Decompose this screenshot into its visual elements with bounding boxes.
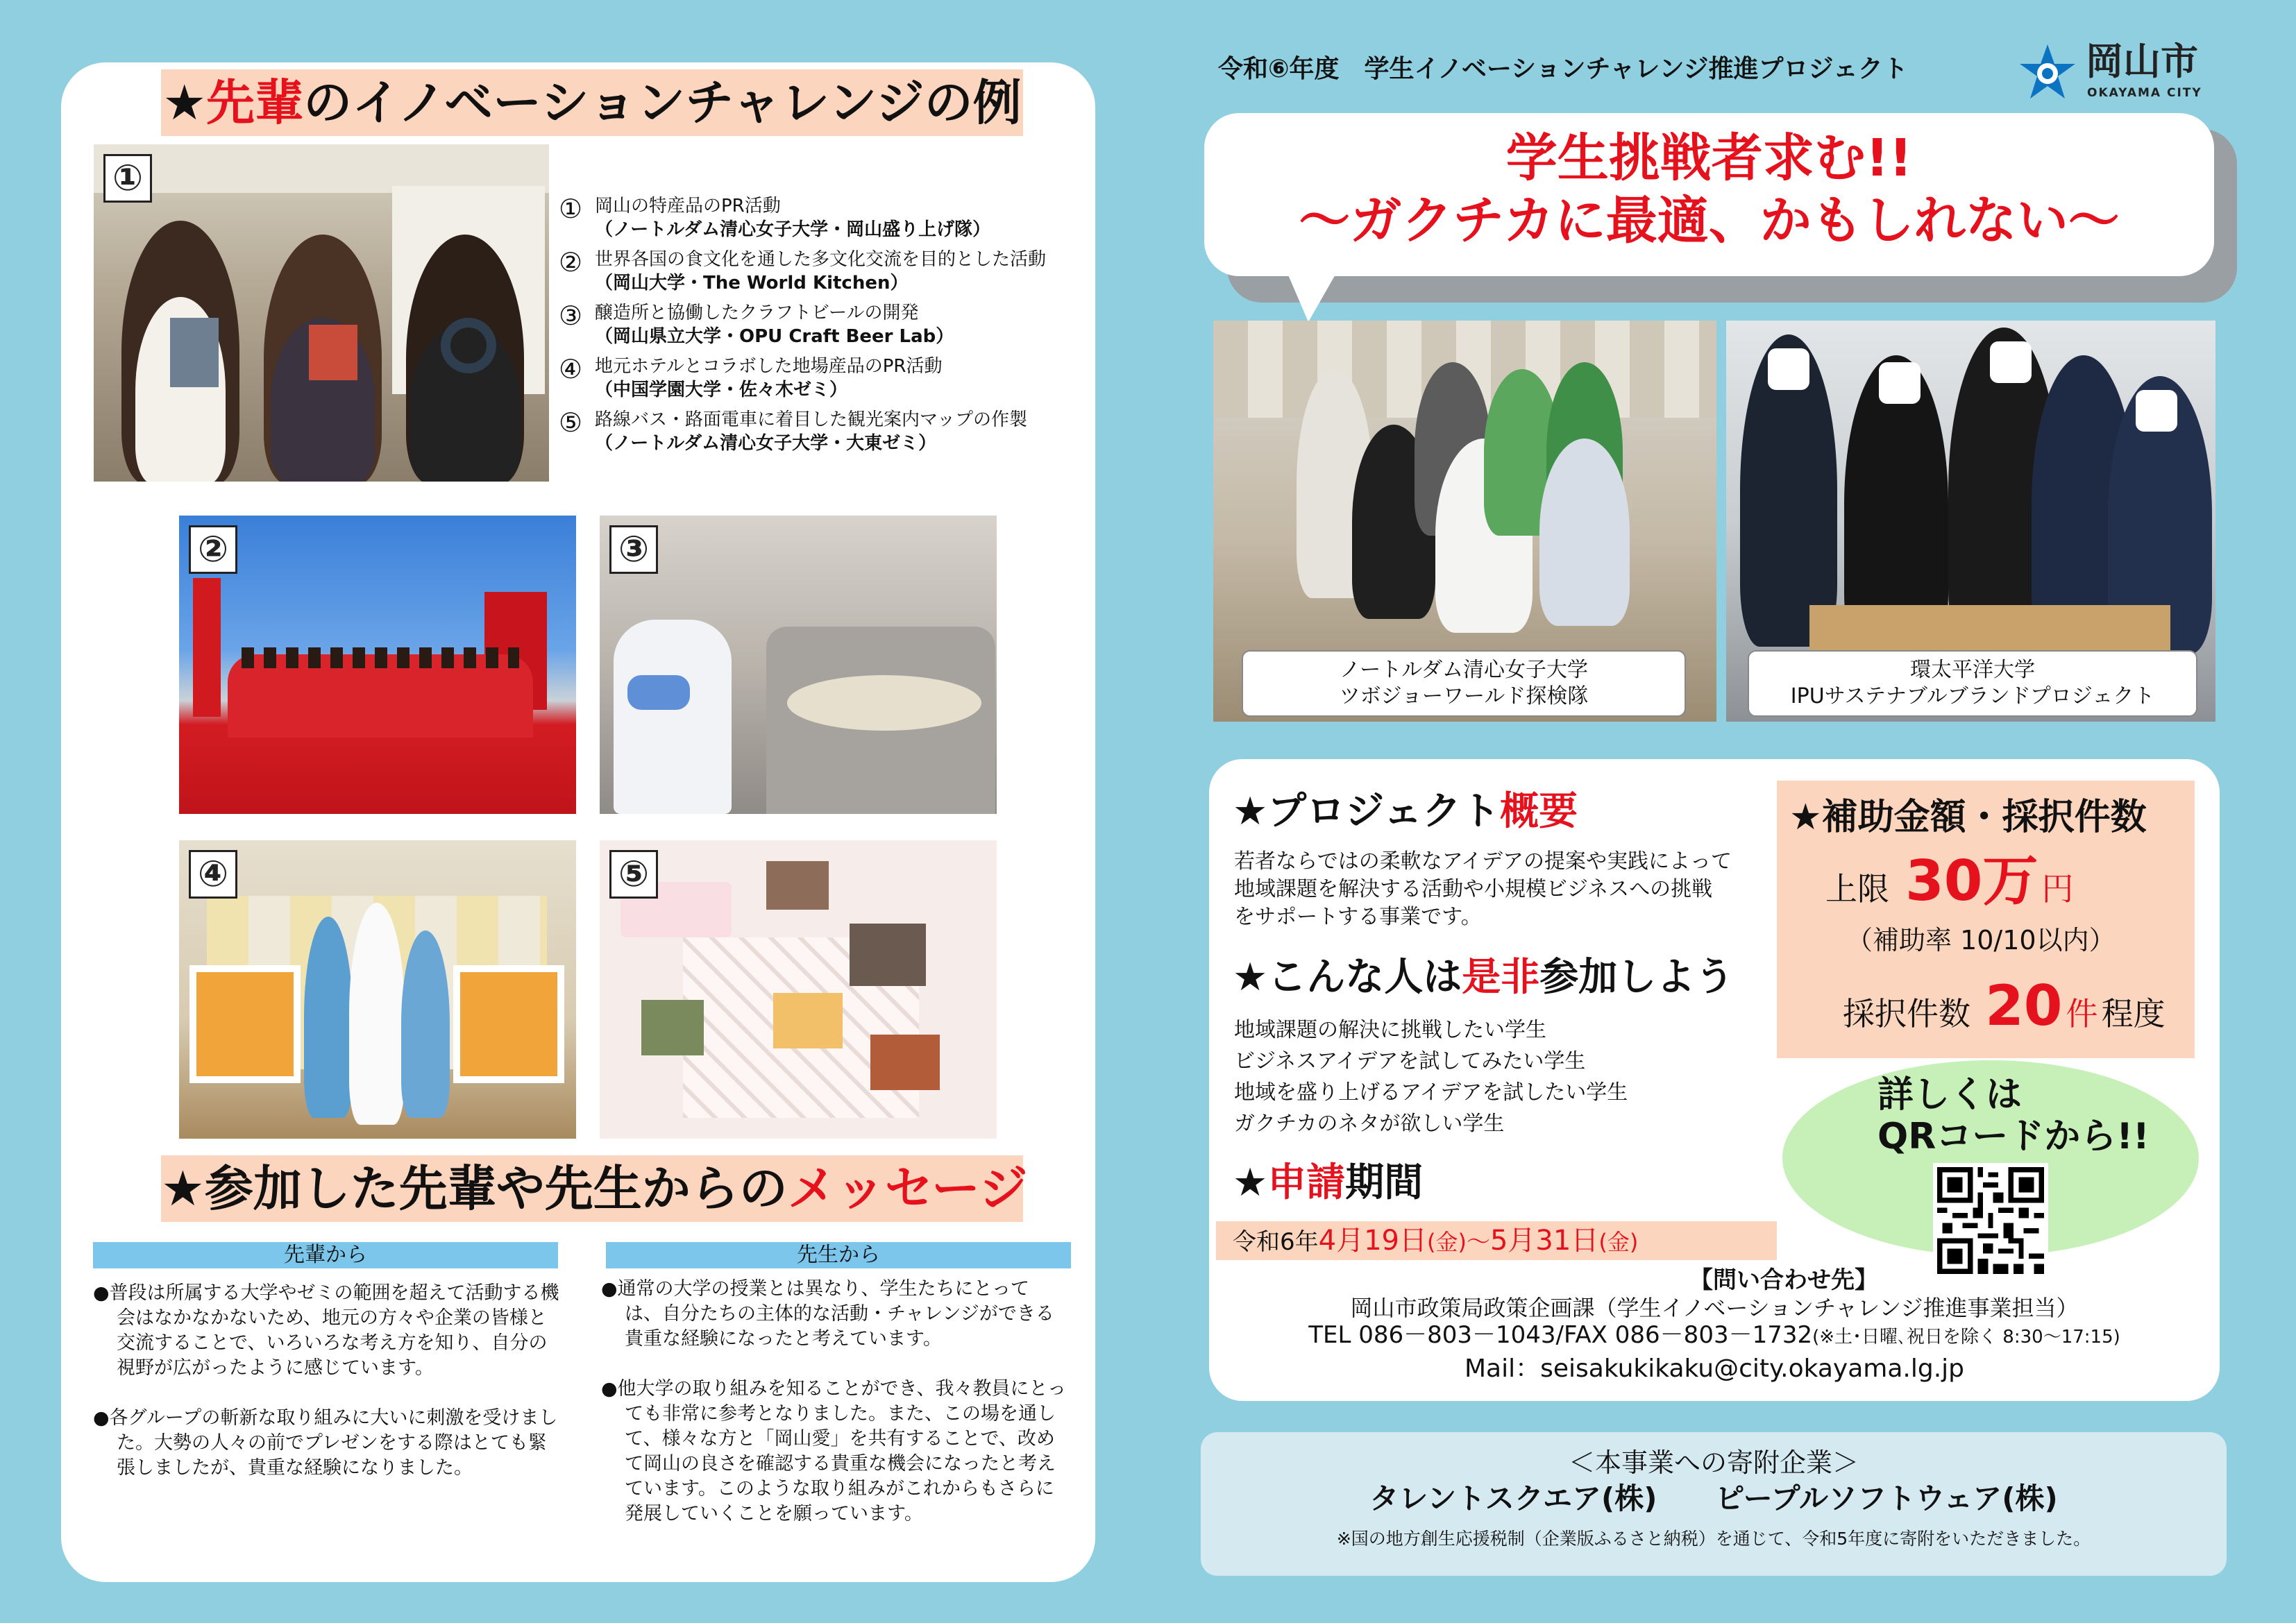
- qr-code-icon[interactable]: [1933, 1163, 2048, 1278]
- example-item: ① 岡山の特産品のPR活動 （ノートルダム清心女子大学・岡山盛り上げ隊）: [559, 194, 991, 240]
- photo-number-3: ③: [609, 525, 658, 574]
- team-caption-2: 環太平洋大学 IPUサステナブルブランドプロジェクト: [1748, 650, 2197, 717]
- target-list: [1234, 1014, 1678, 1139]
- photo-number-4: ④: [189, 850, 237, 899]
- overview-heading: ★プロジェクト概要: [1233, 789, 1578, 834]
- application-period: 令和6年4月19日(金)～5月31日(金): [1216, 1221, 1777, 1260]
- contact-tel: TEL 086－803－1043/FAX 086－803－1732(※土･日曜､祝日を除く 8:30～17:15): [1308, 1321, 2120, 1349]
- target-heading: ★こんな人は是非参加しよう: [1233, 955, 1734, 1000]
- contact-title: 【問い合わせ先】: [1689, 1266, 1878, 1294]
- target-item: ビジネスアイデアを試してみたい学生: [1234, 1049, 1586, 1073]
- sensei-messages: [601, 1277, 1066, 1552]
- contact-mail[interactable]: Mail：seisakukikaku@city.okayama.lg.jp: [1464, 1354, 1964, 1383]
- example-item: ④ 地元ホテルとコラボした地場産品のPR活動 （中国学園大学・佐々木ゼミ）: [559, 354, 943, 400]
- project-title: 令和⑥年度 学生イノベーションチャレンジ推進プロジェクト: [1218, 55, 1908, 83]
- example-item: ② 世界各国の食文化を通した多文化交流を目的とした活動 （岡山大学・The World Kitchen）: [559, 247, 1047, 294]
- examples-list: [559, 194, 1086, 461]
- target-item: 地域を盛り上げるアイデアを試したい学生: [1234, 1080, 1628, 1105]
- message-item: ●普段は所属する大学やゼミの範囲を超えて活動する機会はなかなかないため、地元の方々や企業の皆様と交流することで、いろいろな考え方を知り、自分の視野が広がったように感じています。: [93, 1282, 559, 1379]
- headline-bubble: [1204, 113, 2214, 276]
- team-caption-1: ノートルダム清心女子大学 ツボジョーワールド探検隊: [1242, 650, 1686, 717]
- examples-heading: ★先輩のイノベーションチャレンジの例: [161, 69, 1023, 136]
- photo-number-2: ②: [189, 525, 237, 574]
- headline-line-2: ～ガクチカに最適、かもしれない～: [1299, 191, 2120, 250]
- contact-block: [1222, 1266, 2207, 1385]
- sponsor-title: ＜本事業への寄附企業＞: [1568, 1447, 1859, 1478]
- qr-text-1: 詳しくは: [1877, 1074, 2023, 1116]
- example-photo-3: [600, 516, 997, 814]
- city-logo: [2016, 40, 2218, 110]
- city-name: 岡山市: [2086, 40, 2198, 83]
- example-item: ③ 醸造所と協働したクラフトビールの開発 （岡山県立大学・OPU Craft Beer Lab）: [559, 300, 954, 347]
- subsidy-rate: （補助率 10/10以内）: [1846, 925, 2116, 955]
- photo-number-5: ⑤: [609, 850, 658, 899]
- subsidy-limit: 上限 30万 円: [1825, 849, 2074, 913]
- contact-dept: 岡山市政策局政策企画課（学生イノベーションチャレンジ推進事業担当）: [1350, 1295, 2079, 1321]
- overview-body: 若者ならではの柔軟なアイデアの提案や実践によって 地域課題を解決する活動や小規模ビジネスへの挑戦 をサポートする事業です。: [1234, 849, 1732, 929]
- subsidy-box: [1777, 781, 2195, 1058]
- sponsor-names: タレントスクエア(株) ピープルソフトウェア(株): [1369, 1481, 2058, 1515]
- qr-text-2: QRコードから!!: [1877, 1116, 2150, 1157]
- target-item: 地域課題の解決に挑戦したい学生: [1234, 1018, 1546, 1042]
- example-photo-4: [179, 840, 576, 1139]
- photo-number-1: ①: [103, 154, 152, 203]
- example-photo-2: [179, 516, 576, 814]
- okayama-city-emblem-icon: [2016, 43, 2079, 105]
- adoption-count: 採択件数 20 件 程度: [1843, 974, 2166, 1038]
- message-item: ●通常の大学の授業とは異なり、学生たちにとっては、自分たちの主体的な活動・チャレンジができる貴重な経験になったと考えています。: [601, 1278, 1054, 1350]
- message-item: ●各グループの斬新な取り組みに大いに刺激を受けました。大勢の人々の前でプレゼンをする際はとても緊張しましたが、貴重な経験になりました。: [93, 1407, 558, 1479]
- bubble-tail: [1288, 273, 1336, 322]
- period-heading: ★申請期間: [1233, 1160, 1424, 1205]
- sensei-label: 先生から: [606, 1242, 1071, 1268]
- example-photo-1: [94, 144, 549, 482]
- senpai-messages: [93, 1281, 562, 1506]
- messages-heading: ★参加した先輩や先生からのメッセージ: [161, 1155, 1023, 1222]
- sponsor-box: [1201, 1432, 2227, 1576]
- target-item: ガクチカのネタが欲しい学生: [1234, 1112, 1505, 1136]
- example-photo-5: [600, 840, 997, 1139]
- sponsor-note: ※国の地方創生応援税制（企業版ふるさと納税）を通じて、令和5年度に寄附をいただきました。: [1336, 1529, 2091, 1549]
- city-name-en: OKAYAMA CITY: [2087, 86, 2202, 100]
- example-item: ⑤ 路線バス・路面電車に着目した観光案内マップの作製 （ノートルダム清心女子大学・大東ゼミ）: [559, 407, 1027, 454]
- message-item: ●他大学の取り組みを知ることができ、我々教員にとっても非常に参考となりました。また、この場を通して、様々な方と「岡山愛」を共有することで、改めて岡山の良さを確認する貴重な機会になったと考えています。このような取り組みがこれからもさらに発展していくことを願っています。: [601, 1378, 1066, 1524]
- headline-line-1: 学生挑戦者求む!!: [1505, 128, 1913, 188]
- senpai-label: 先輩から: [93, 1242, 558, 1268]
- subsidy-title: ★補助金額・採択件数: [1789, 797, 2147, 838]
